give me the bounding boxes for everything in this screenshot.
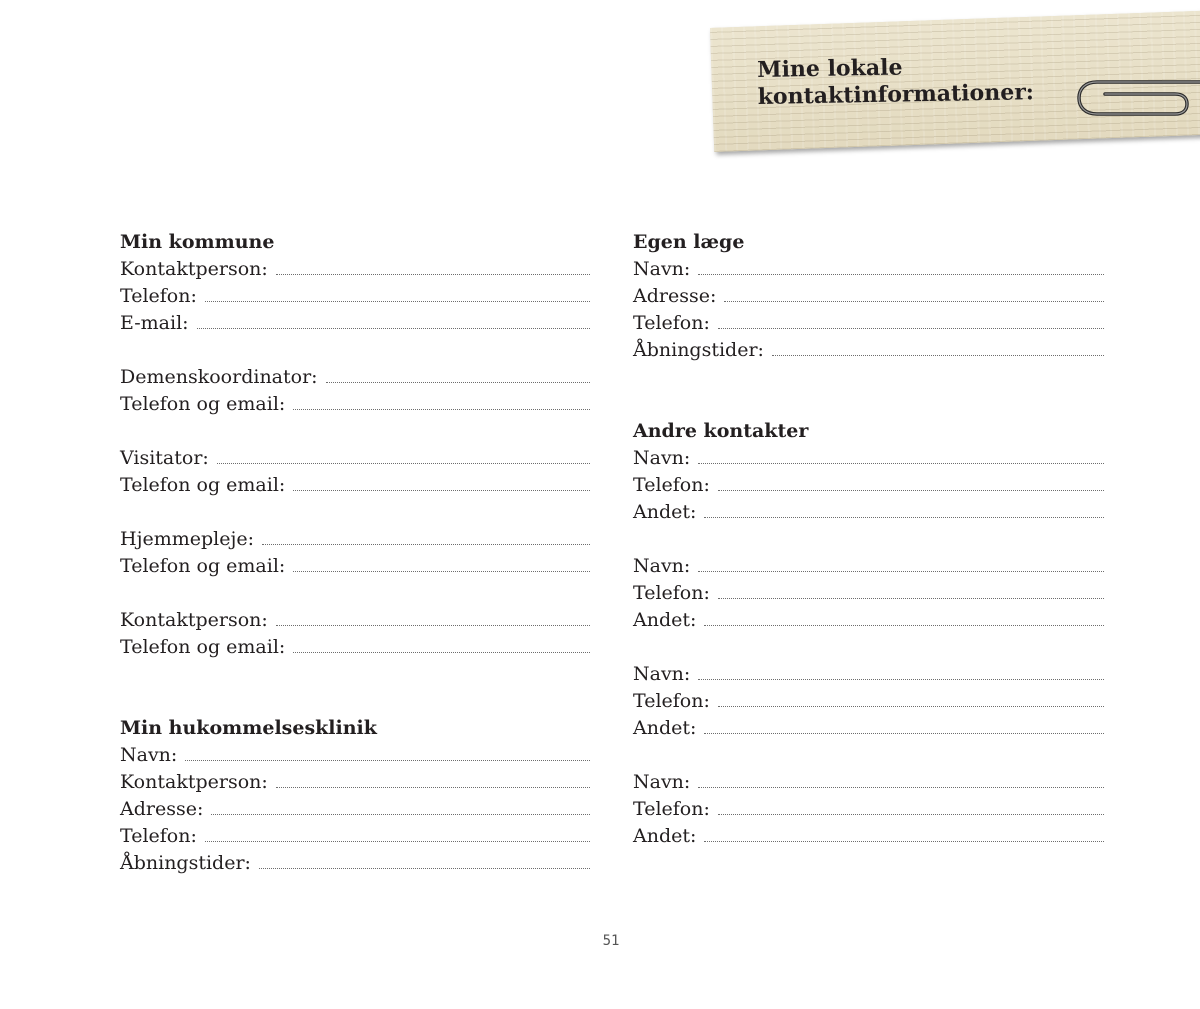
field-label: Navn: [633, 771, 691, 793]
form-row [120, 823, 590, 850]
field-label: E-mail: [120, 312, 189, 334]
spacer [633, 742, 1104, 769]
dotted-fill-line[interactable] [211, 813, 590, 815]
form-row [120, 526, 590, 553]
dotted-fill-line[interactable] [293, 570, 590, 572]
section-hjemmepleje [120, 526, 590, 580]
section-title-min-kommune: Min kommune [120, 231, 275, 253]
section-demenskoordinator [120, 364, 590, 418]
dotted-fill-line[interactable] [197, 327, 590, 329]
section-kontaktperson [120, 607, 590, 661]
field-label: Telefon og email: [120, 555, 286, 577]
form-row [633, 472, 1104, 499]
dotted-fill-line[interactable] [262, 543, 590, 545]
dotted-fill-line[interactable] [698, 678, 1104, 680]
spacer [633, 364, 1104, 418]
spacer [120, 499, 590, 526]
form-row [120, 796, 590, 823]
form-row [120, 364, 590, 391]
left-column [120, 229, 590, 877]
dotted-fill-line[interactable] [259, 867, 590, 869]
field-label: Navn: [633, 447, 691, 469]
dotted-fill-line[interactable] [704, 732, 1104, 734]
dotted-fill-line[interactable] [704, 840, 1104, 842]
field-label: Navn: [633, 555, 691, 577]
form-row [633, 661, 1104, 688]
form-row [633, 499, 1104, 526]
form-row [120, 391, 590, 418]
form-row [120, 634, 590, 661]
dotted-fill-line[interactable] [704, 516, 1104, 518]
spacer [633, 526, 1104, 553]
form-row [120, 850, 590, 877]
section-egen-laege [633, 229, 1104, 364]
form-row [120, 472, 590, 499]
dotted-fill-line[interactable] [205, 300, 590, 302]
dotted-fill-line[interactable] [276, 786, 590, 788]
dotted-fill-line[interactable] [698, 462, 1104, 464]
dotted-fill-line[interactable] [718, 489, 1104, 491]
dotted-fill-line[interactable] [293, 408, 590, 410]
field-label: Åbningstider: [120, 852, 251, 874]
field-label: Telefon og email: [120, 474, 286, 496]
form-row [633, 607, 1104, 634]
field-label: Visitator: [120, 447, 209, 469]
dotted-fill-line[interactable] [698, 570, 1104, 572]
field-label: Telefon: [633, 798, 710, 820]
dotted-fill-line[interactable] [698, 786, 1104, 788]
section-min-kommune [120, 229, 590, 337]
form-row [633, 553, 1104, 580]
section-min-hukommelsesklinik [120, 715, 590, 877]
dotted-fill-line[interactable] [718, 327, 1104, 329]
form-row [633, 769, 1104, 796]
form-row [120, 445, 590, 472]
spacer [633, 634, 1104, 661]
dotted-fill-line[interactable] [718, 705, 1104, 707]
field-label: Andet: [633, 609, 697, 631]
dotted-fill-line[interactable] [718, 813, 1104, 815]
field-label: Kontaktperson: [120, 258, 268, 280]
spacer [120, 418, 590, 445]
field-label: Telefon: [120, 825, 197, 847]
section-visitator [120, 445, 590, 499]
spacer [120, 337, 590, 364]
form-row [633, 688, 1104, 715]
right-column [633, 229, 1104, 850]
paperclip-icon [1075, 76, 1200, 120]
field-label: Telefon: [120, 285, 197, 307]
form-row [633, 580, 1104, 607]
field-label: Navn: [120, 744, 178, 766]
spacer [120, 580, 590, 607]
form-row [120, 607, 590, 634]
dotted-fill-line[interactable] [772, 354, 1104, 356]
page-title-line-1: Mine lokale [757, 54, 903, 83]
section-title-egen-laege: Egen læge [633, 231, 745, 253]
form-row [120, 769, 590, 796]
field-label: Andet: [633, 501, 697, 523]
field-label: Adresse: [120, 798, 204, 820]
section-andre-kontakter [633, 418, 1104, 850]
form-row [120, 742, 590, 769]
dotted-fill-line[interactable] [276, 273, 590, 275]
form-row [120, 256, 590, 283]
page-number: 51 [602, 933, 620, 949]
dotted-fill-line[interactable] [205, 840, 590, 842]
field-label: Adresse: [633, 285, 717, 307]
field-label: Demenskoordinator: [120, 366, 318, 388]
form-row [633, 283, 1104, 310]
form-row [633, 256, 1104, 283]
field-label: Telefon: [633, 312, 710, 334]
form-row [633, 823, 1104, 850]
form-row [633, 796, 1104, 823]
field-label: Kontaktperson: [120, 609, 268, 631]
section-title-andre-kontakter: Andre kontakter [633, 420, 809, 442]
spacer [120, 661, 590, 715]
dotted-fill-line[interactable] [276, 624, 590, 626]
field-label: Telefon: [633, 582, 710, 604]
field-label: Hjemmepleje: [120, 528, 255, 550]
field-label: Andet: [633, 825, 697, 847]
page-title [757, 52, 1034, 111]
form-row [120, 310, 590, 337]
dotted-fill-line[interactable] [326, 381, 590, 383]
form-row [633, 445, 1104, 472]
dotted-fill-line[interactable] [293, 489, 590, 491]
field-label: Navn: [633, 258, 691, 280]
form-row [120, 283, 590, 310]
dotted-fill-line[interactable] [718, 597, 1104, 599]
dotted-fill-line[interactable] [185, 759, 590, 761]
form-row [633, 337, 1104, 364]
dotted-fill-line[interactable] [698, 273, 1104, 275]
dotted-fill-line[interactable] [293, 651, 590, 653]
form-row [633, 715, 1104, 742]
dotted-fill-line[interactable] [217, 462, 590, 464]
field-label: Telefon og email: [120, 636, 286, 658]
field-label: Telefon og email: [120, 393, 286, 415]
form-row [120, 553, 590, 580]
field-label: Telefon: [633, 690, 710, 712]
dotted-fill-line[interactable] [704, 624, 1104, 626]
field-label: Andet: [633, 717, 697, 739]
form-row [633, 310, 1104, 337]
page-title-line-2: kontaktinformationer: [757, 79, 1035, 110]
field-label: Kontaktperson: [120, 771, 268, 793]
dotted-fill-line[interactable] [724, 300, 1104, 302]
section-title-min-hukommelsesklinik: Min hukommelsesklinik [120, 717, 377, 739]
field-label: Navn: [633, 663, 691, 685]
field-label: Telefon: [633, 474, 710, 496]
field-label: Åbningstider: [633, 339, 764, 361]
